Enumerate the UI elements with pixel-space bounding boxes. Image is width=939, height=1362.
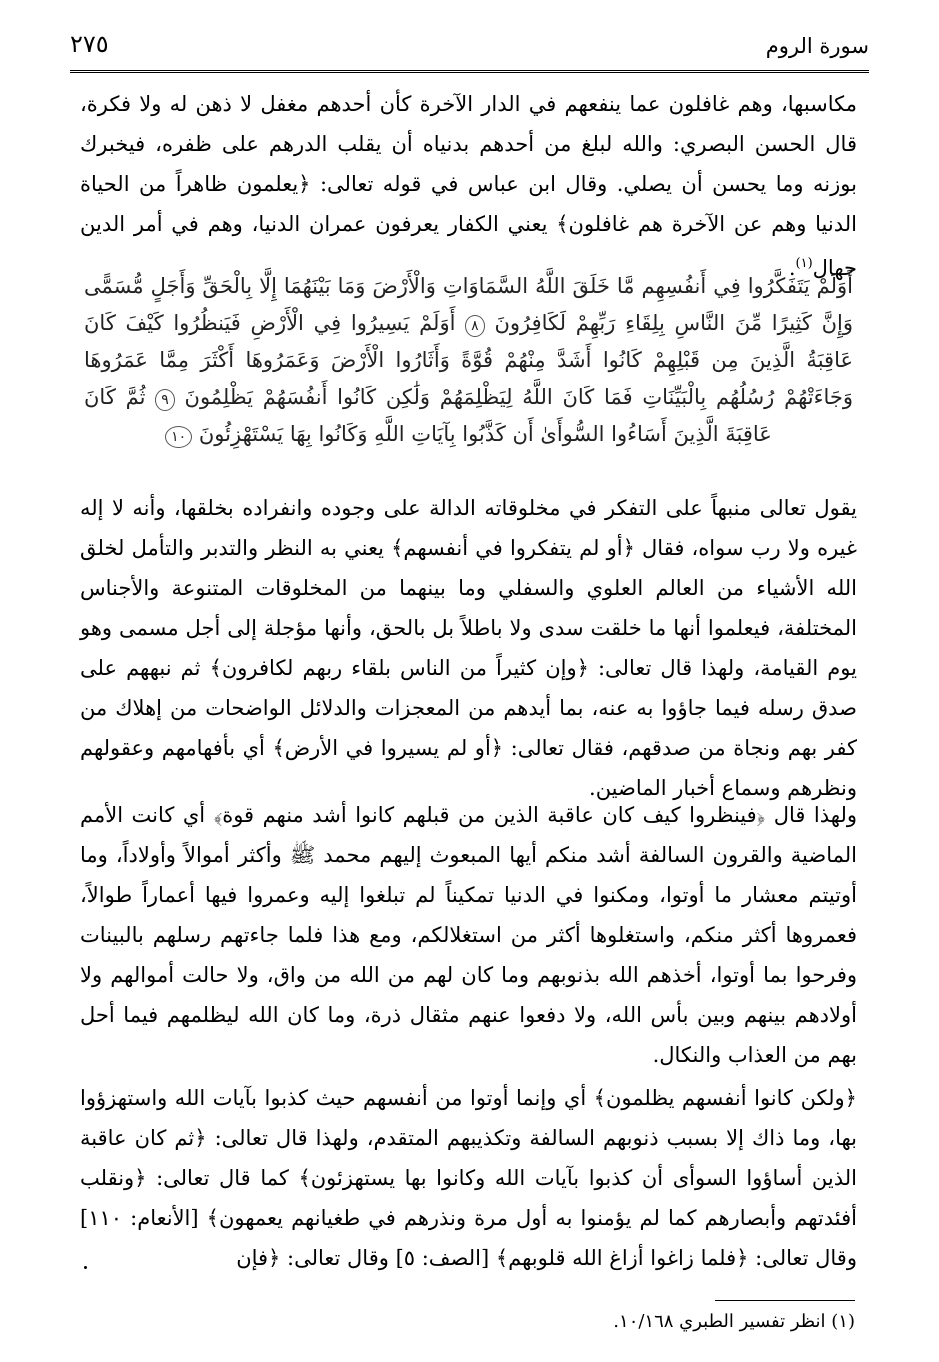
verse-9: أَوَلَمْ يَسِيرُوا فِي الْأَرْضِ فَيَنظُرُوا كَيْفَ كَانَ عَاقِبَةُ الَّذِينَ مِن قَبْلِهِمْ كَانُوا أَشَدَّ مِنْهُمْ قُوَّةً وَأَثَارُوا الْأَرْضَ وَعَمَرُوهَا أَكْثَرَ مِمَّا عَمَرُوهَا وَجَاءَتْهُمْ رُسُلُهُم بِالْبَيِّنَاتِ فَمَا كَانَ اللَّهُ لِيَظْلِمَهُمْ وَلَٰكِن كَانُوا أَنفُسَهُمْ يَظْلِمُونَ [84, 311, 853, 409]
verse-number-10: ١٠ [165, 426, 192, 448]
paragraph-4 [80, 1078, 857, 1278]
verse-number-8: ٨ [465, 315, 485, 337]
paragraph-2 [80, 488, 857, 808]
print-speck [84, 1266, 87, 1269]
footnote-marker: (١) [795, 256, 813, 271]
paragraph-3 [80, 795, 857, 1075]
verse-10: ثُمَّ كَانَ عَاقِبَةَ الَّذِينَ أَسَاءُوا السُّوأَىٰ أَن كَذَّبُوا بِآيَاتِ اللَّهِ وَكَانُوا بِهَا يَسْتَهْزِئُونَ [84, 385, 772, 446]
paragraph-4-text: ﴿ولكن كانوا أنفسهم يظلمون﴾ أي وإنما أوتوا من أنفسهم حيث كذبوا بآيات الله واستهزؤوا بها، وما ذاك إلا بسبب ذنوبهم السالفة وتكذيبهم المتقدم، ولهذا قال تعالى: ﴿ثم كان عاقبة الذين أساؤوا السوأى أن كذبوا بآيات الله وكانوا بها يستهزئون﴾ كما قال تعالى: ﴿ونقلب أفئدتهم وأبصارهم كما لم يؤمنوا به أول مرة ونذرهم في طغيانهم يعمهون﴾ [الأنعام: ١١٠] وقال تعالى: ﴿فلما زاغوا أزاغ الله قلوبهم﴾ [الصف: ٥] وقال تعالى: ﴿فإن [80, 1086, 857, 1270]
page-header [70, 26, 869, 73]
paragraph-3-text: ولهذا قال ﴿فينظروا كيف كان عاقبة الذين من قبلهم كانوا أشد منهم قوة﴾ أي كانت الأمم الماضية والقرون السالفة أشد منكم أيها المبعوث إليهم محمد ﷺ وأكثر أموالاً وأولاداً، وما أوتيتم معشار ما أوتوا، ومكنوا في الدنيا تمكيناً لم تبلغوا إليه وعمروا فيها أعماراً طوالاً، فعمروها أكثر منكم، واستغلوها أكثر من استغلالكم، ومع هذا فلما جاءتهم رسلهم بالبينات وفرحوا بما أوتوا، أخذهم الله بذنوبهم وما كان لهم من الله من واق، ولا حالت أموالهم ولا أولادهم بينهم وبين بأس الله، ولا دفعوا عنهم مثقال ذرة، وما كان الله ليظلمهم فيما أحل بهم من العذاب والنكال. [80, 803, 857, 1067]
footnote: (١) انظر تفسير الطبري ١٠/١٦٨. [613, 1311, 855, 1332]
quran-verses [84, 268, 853, 453]
paragraph-1-text: مكاسبها، وهم غافلون عما ينفعهم في الدار الآخرة كأن أحدهم مغفل لا ذهن له ولا فكرة، قال الحسن البصري: والله لبلغ من أحدهم بدنياه أن يقلب الدرهم على ظفره، فيخبرك بوزنه وما يحسن أن يصلي. وقال ابن عباس في قوله تعالى: ﴿يعلمون ظاهراً من الحياة الدنيا وهم عن الآخرة هم غافلون﴾ يعني الكفار يعرفون عمران الدنيا، وهم في أمر الدين جهال [80, 92, 857, 280]
page-number: ٢٧٥ [70, 30, 109, 58]
surah-title: سورة الروم [765, 34, 869, 58]
paragraph-2-text: يقول تعالى منبهاً على التفكر في مخلوقاته الدالة على وجوده وانفراده بخلقها، وأنه لا إله غيره ولا رب سواه، فقال ﴿أو لم يتفكروا في أنفسهم﴾ يعني به النظر والتدبر والتأمل لخلق الله الأشياء من العالم العلوي والسفلي وما بينهما من المخلوقات المتنوعة والأجناس المختلفة، فيعلموا أنها ما خلقت سدى ولا باطلاً بل بالحق، وأنها مؤجلة إلى أجل مسمى وهو يوم القيامة، ولهذا قال تعالى: ﴿وإن كثيراً من الناس بلقاء ربهم لكافرون﴾ ثم نبههم على صدق رسله فيما جاؤوا به عنه، بما أيدهم من المعجزات والدلائل الواضحات من إهلاك من كفر بهم ونجاة من صدقهم، فقال تعالى: ﴿أو لم يسيروا في الأرض﴾ أي بأفهامهم وعقولهم ونظرهم وسماع أخبار الماضين. [80, 496, 857, 800]
paragraph-1: مكاسبها، وهم غافلون عما ينفعهم في الدار الآخرة كأن أحدهم مغفل لا ذهن له ولا فكرة، قال الحسن البصري: والله لبلغ من أحدهم بدنياه أن يقلب الدرهم على ظفره، فيخبرك بوزنه وما يحسن أن يصلي. وقال ابن عباس في قوله تعالى: ﴿يعلمون ظاهراً من الحياة الدنيا وهم عن الآخرة هم غافلون﴾ يعني الكفار يعرفون عمران الدنيا، وهم في أمر الدين جهال$^{(١)}$. [80, 92, 857, 280]
footnote-separator [715, 1300, 855, 1301]
verse-8: أَوَلَمْ يَتَفَكَّرُوا فِي أَنفُسِهِم مَّا خَلَقَ اللَّهُ السَّمَاوَاتِ وَالْأَرْضَ وَمَا بَيْنَهُمَا إِلَّا بِالْحَقِّ وَأَجَلٍ مُّسَمًّى وَإِنَّ كَثِيرًا مِّنَ النَّاسِ بِلِقَاءِ رَبِّهِمْ لَكَافِرُونَ [84, 274, 854, 335]
verse-number-9: ٩ [155, 389, 175, 411]
